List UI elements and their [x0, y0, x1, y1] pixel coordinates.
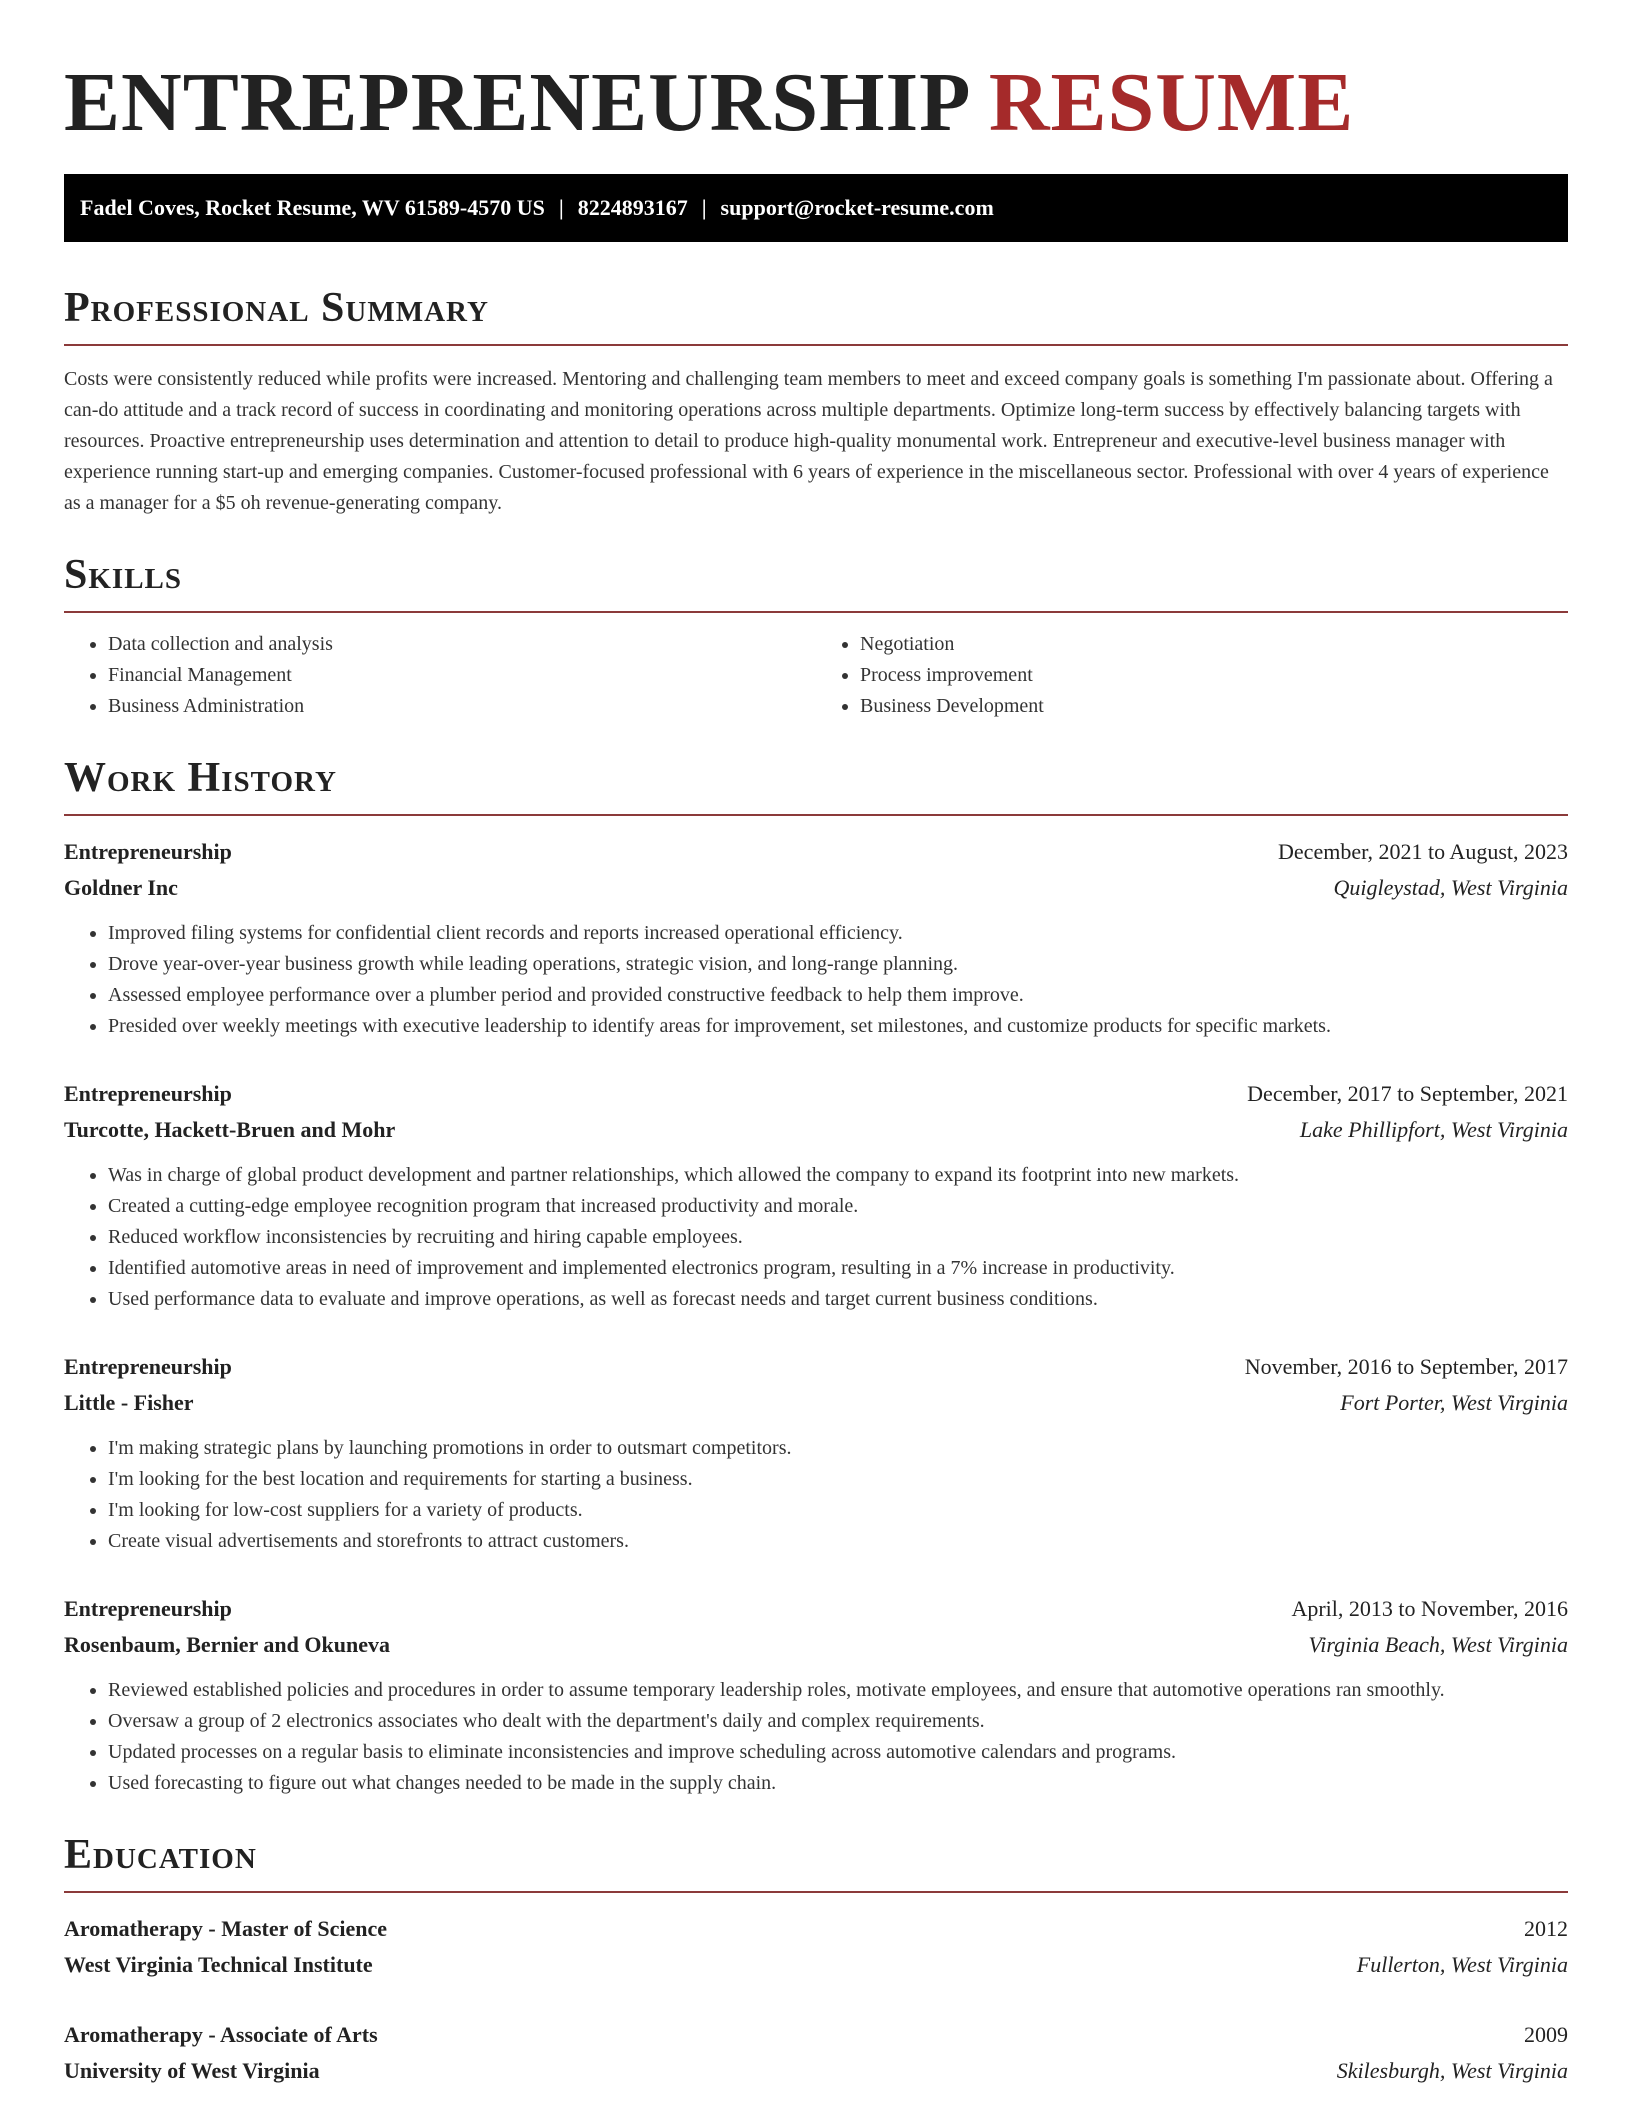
job-bullet: • I'm making strategic plans by launching promotions in order to outsmart competitors. — [108, 1433, 1568, 1464]
job-bullets — [64, 1433, 1568, 1557]
job-bullet: • Assessed employee performance over a plumber period and provided constructive feedback to help them improve. — [108, 980, 1568, 1011]
job-bullet: • Created a cutting-edge employee recognition program that increased productivity and morale. — [108, 1191, 1568, 1222]
job-bullet: • Was in charge of global product development and partner relationships, which allowed the company to expand its footprint into new markets. — [108, 1160, 1568, 1191]
job-header-row — [64, 834, 1568, 870]
job-title: Entrepreneurship — [64, 1081, 232, 1106]
skill-item: • Business Development — [860, 691, 1568, 722]
summary-text: Costs were consistently reduced while profits were increased. Mentoring and challenging team members to meet and exceed company goals is something I'm passionate about. Offering a can-do attitude and a track record of success in coordinating and monitoring operations across multiple departments. Optimize long-term success by effectively balancing targets with resources. Proactive entrepreneurship uses determination and attention to detail to produce high-quality monumental work. Entrepreneur and executive-level business manager with experience running start-up and emerging companies. Customer-focused professional with 6 years of experience in the miscellaneous sector. Professional with over 4 years of experience as a manager for a $5 oh revenue-generating company. — [64, 368, 1553, 514]
education-entry — [64, 1911, 1568, 1983]
education-location: Skilesburgh, West Virginia — [1336, 2058, 1568, 2083]
contact-address: Fadel Coves, Rocket Resume, WV 61589-4570 US — [80, 195, 545, 220]
job-company: Little - Fisher — [64, 1390, 194, 1415]
education-header-row — [64, 2017, 1568, 2053]
job-bullet: • Reduced workflow inconsistencies by recruiting and hiring capable employees. — [108, 1222, 1568, 1253]
job-title: Entrepreneurship — [64, 1354, 232, 1379]
skills-column-right — [816, 629, 1568, 722]
resume-title — [64, 0, 1568, 154]
skill-item: • Financial Management — [108, 660, 816, 691]
job-bullet: • Presided over weekly meetings with executive leadership to identify areas for improvement, set milestones, and customize products for specific markets. — [108, 1011, 1568, 1042]
education-school-row — [64, 2053, 1568, 2089]
skills-grid — [64, 629, 1568, 722]
job-entry — [64, 1349, 1568, 1557]
job-location: Lake Phillipfort, West Virginia — [1299, 1117, 1568, 1142]
education-year: 2012 — [1524, 1916, 1568, 1941]
job-header-row — [64, 1076, 1568, 1112]
education-school-row — [64, 1947, 1568, 1983]
job-company-row — [64, 870, 1568, 906]
job-entry — [64, 1076, 1568, 1315]
job-location: Virginia Beach, West Virginia — [1308, 1632, 1568, 1657]
contact-phone[interactable]: 8224893167 — [577, 195, 688, 220]
job-location: Quigleystad, West Virginia — [1333, 875, 1568, 900]
skill-item: • Negotiation — [860, 629, 1568, 660]
education-entry — [64, 2017, 1568, 2089]
job-dates: December, 2021 to August, 2023 — [1278, 839, 1568, 864]
contact-separator: | — [701, 195, 707, 220]
job-dates: April, 2013 to November, 2016 — [1291, 1596, 1568, 1621]
job-dates: December, 2017 to September, 2021 — [1247, 1081, 1568, 1106]
skill-item: • Process improvement — [860, 660, 1568, 691]
job-bullets — [64, 1675, 1568, 1799]
education-header-row — [64, 1911, 1568, 1947]
job-bullet: • Improved filing systems for confidential client records and reports increased operational efficiency. — [108, 918, 1568, 949]
job-bullet: • Create visual advertisements and storefronts to attract customers. — [108, 1526, 1568, 1557]
job-bullet: • Oversaw a group of 2 electronics associates who dealt with the department's daily and complex requirements. — [108, 1706, 1568, 1737]
education-heading: Education — [64, 1829, 1568, 1893]
job-bullet: • Identified automotive areas in need of improvement and implemented electronics program, resulting in a 7% increase in productivity. — [108, 1253, 1568, 1284]
skills-column-left — [64, 629, 816, 722]
job-bullets — [64, 1160, 1568, 1315]
job-company: Goldner Inc — [64, 875, 178, 900]
job-company-row — [64, 1112, 1568, 1148]
job-bullet: • Reviewed established policies and procedures in order to assume temporary leadership roles, motivate employees, and ensure that automotive operations ran smoothly. — [108, 1675, 1568, 1706]
job-bullets — [64, 918, 1568, 1042]
job-location: Fort Porter, West Virginia — [1340, 1390, 1568, 1415]
education-degree: Aromatherapy - Master of Science — [64, 1916, 387, 1941]
job-bullet: • Drove year-over-year business growth while leading operations, strategic vision, and long-range planning. — [108, 949, 1568, 980]
job-dates: November, 2016 to September, 2017 — [1244, 1354, 1568, 1379]
contact-email[interactable]: support@rocket-resume.com — [720, 195, 994, 220]
job-bullet: • Used performance data to evaluate and improve operations, as well as forecast needs and target current business conditions. — [108, 1284, 1568, 1315]
title-main: ENTREPRENEURSHIP — [64, 56, 967, 149]
contact-separator: | — [558, 195, 564, 220]
contact-bar — [64, 174, 1568, 242]
job-bullet: • Updated processes on a regular basis to eliminate inconsistencies and improve scheduling across automotive calendars and programs. — [108, 1737, 1568, 1768]
resume-page — [64, 0, 1568, 2089]
title-accent: RESUME — [988, 56, 1355, 149]
skills-heading: Skills — [64, 549, 1568, 613]
education-degree: Aromatherapy - Associate of Arts — [64, 2022, 378, 2047]
education-year: 2009 — [1524, 2022, 1568, 2047]
job-header-row — [64, 1591, 1568, 1627]
work-history-heading: Work History — [64, 752, 1568, 816]
summary-heading: Professional Summary — [64, 282, 1568, 346]
job-title: Entrepreneurship — [64, 839, 232, 864]
job-entry — [64, 1591, 1568, 1799]
job-bullet: • I'm looking for the best location and requirements for starting a business. — [108, 1464, 1568, 1495]
education-school: University of West Virginia — [64, 2058, 320, 2083]
job-company: Rosenbaum, Bernier and Okuneva — [64, 1632, 390, 1657]
job-company-row — [64, 1627, 1568, 1663]
job-bullet: • Used forecasting to figure out what changes needed to be made in the supply chain. — [108, 1768, 1568, 1799]
job-title: Entrepreneurship — [64, 1596, 232, 1621]
job-entry — [64, 834, 1568, 1042]
skill-item: • Data collection and analysis — [108, 629, 816, 660]
education-school: West Virginia Technical Institute — [64, 1952, 373, 1977]
skill-item: • Business Administration — [108, 691, 816, 722]
education-location: Fullerton, West Virginia — [1356, 1952, 1568, 1977]
job-header-row — [64, 1349, 1568, 1385]
job-company-row — [64, 1385, 1568, 1421]
job-company: Turcotte, Hackett-Bruen and Mohr — [64, 1117, 396, 1142]
job-bullet: • I'm looking for low-cost suppliers for a variety of products. — [108, 1495, 1568, 1526]
